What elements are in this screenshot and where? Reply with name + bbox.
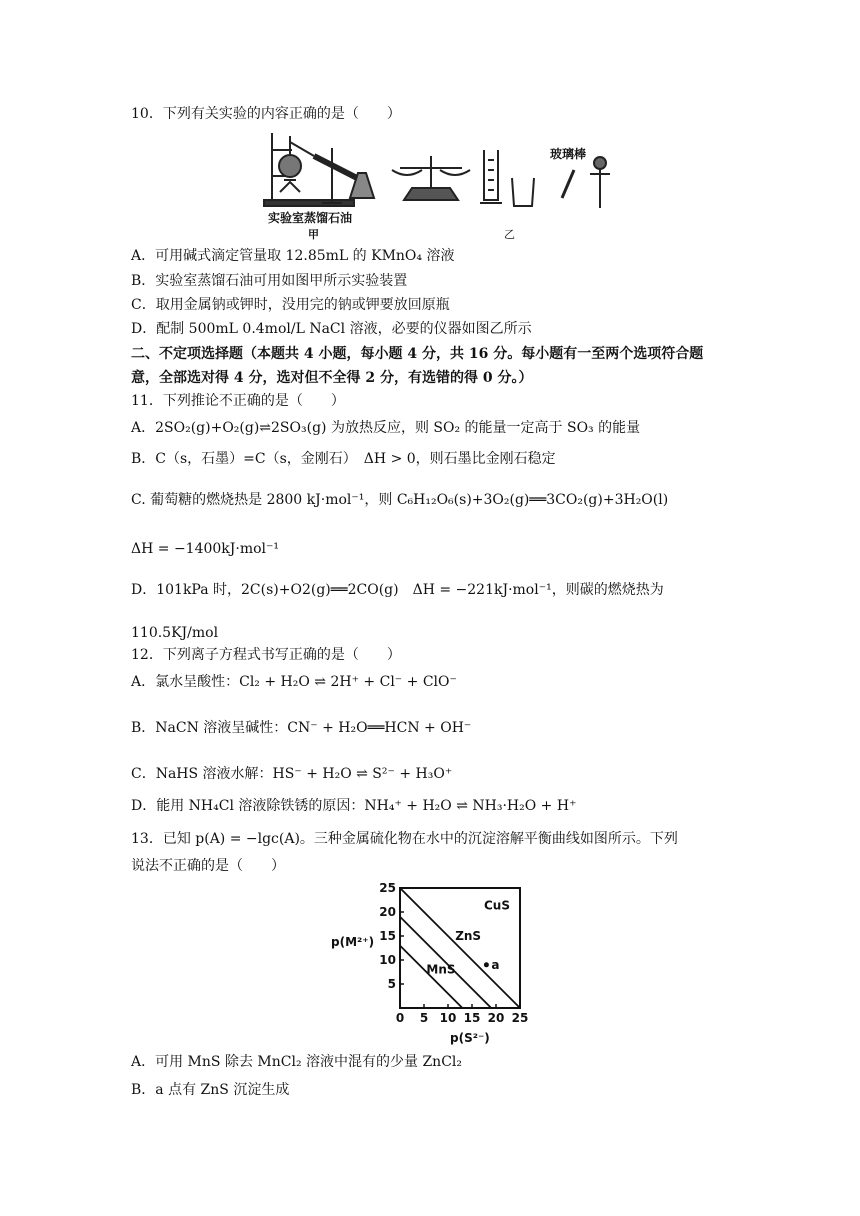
y-tick-label: 10 (379, 953, 396, 967)
q13-stem-line1: 13．已知 p(A) = −lgc(A)。三种金属硫化物在水中的沉淀溶解平衡曲线如图所示。下列 (131, 831, 678, 847)
point-a (484, 962, 489, 967)
figure-yi-label: 乙 (504, 228, 515, 240)
q10-apparatus-figure (262, 128, 612, 240)
q11-option-c-line2: ΔH = −1400kJ·mol⁻¹ (131, 541, 280, 557)
x-tick-label: 20 (487, 1011, 505, 1025)
graduated-cylinder-icon (480, 150, 502, 203)
q11-stem: 11．下列推论不正确的是（ ） (131, 393, 345, 409)
q11-option-b: B．C（s，石墨）=C（s，金刚石） ΔH > 0，则石墨比金刚石稳定 (131, 451, 556, 467)
x-tick-label: 0 (395, 1011, 405, 1025)
q12-option-a: A．氯水呈酸性：Cl₂ + H₂O ⇌ 2H⁺ + Cl⁻ + ClO⁻ (131, 674, 457, 690)
q10-stem: 10．下列有关实验的内容正确的是（ ） (131, 106, 401, 122)
y-tick-label: 20 (379, 905, 396, 919)
x-tick-label: 5 (419, 1011, 429, 1025)
q13-option-a: A．可用 MnS 除去 MnCl₂ 溶液中混有的少量 ZnCl₂ (131, 1054, 463, 1070)
balance-icon (392, 156, 470, 200)
y-tick-label: 5 (387, 977, 396, 991)
series-line-mns (400, 946, 462, 1008)
x-axis-label: p(S²⁻) (450, 1031, 490, 1045)
q12-option-b: B．NaCN 溶液呈碱性：CN⁻ + H₂O══HCN + OH⁻ (131, 720, 472, 736)
q11-option-a: A．2SO₂(g)+O₂(g)⇌2SO₃(g) 为放热反应，则 SO₂ 的能量一定高于 SO₃ 的能量 (131, 420, 641, 436)
point-label-a: a (491, 957, 500, 972)
y-tick-label: 25 (379, 881, 396, 895)
beaker-icon (512, 178, 534, 206)
x-tick-label: 15 (463, 1011, 481, 1025)
q11-option-d-line1: D．101kPa 时，2C(s)+O2(g)══2CO(g) ΔH = −221kJ·mol⁻¹，则碳的燃烧热为 (131, 582, 664, 598)
q10-option-d: D．配制 500mL 0.4mol/L NaCl 溶液，必要的仪器如图乙所示 (131, 321, 532, 337)
series-label-cus: CuS (484, 898, 510, 913)
q10-option-c: C．取用金属钠或钾时，没用完的钠或钾要放回原瓶 (131, 297, 450, 313)
series-label-zns: ZnS (455, 928, 482, 943)
figure-jia-caption: 实验室蒸馏石油 (268, 211, 353, 225)
distillation-apparatus-icon (264, 133, 374, 206)
q11-option-d-line2: 110.5KJ/mol (131, 625, 219, 641)
q10-option-b: B．实验室蒸馏石油可用如图甲所示实验装置 (131, 273, 408, 289)
q11-option-c-line1: C. 葡萄糖的燃烧热是 2800 kJ·mol⁻¹，则 C₆H₁₂O₆(s)+3O₂(g)══3CO₂(g)+3H₂O(l) (131, 492, 669, 508)
y-axis-label: p(M²⁺) (331, 935, 375, 949)
section2-heading-line2: 意，全部选对得 4 分，选对但不全得 2 分，有选错的得 0 分。） (131, 370, 533, 386)
figure-jia-label: 甲 (308, 228, 319, 240)
section2-heading-line1: 二、不定项选择题（本题共 4 小题，每小题 4 分，共 16 分。每小题有一至两个选项符合题 (131, 346, 704, 362)
glass-rod-icon (562, 170, 574, 198)
q12-stem: 12．下列离子方程式书写正确的是（ ） (131, 647, 401, 663)
x-tick-label: 10 (439, 1011, 457, 1025)
q13-stem-line2: 说法不正确的是（ ） (131, 858, 285, 874)
ksp-chart (325, 878, 545, 1048)
y-tick-label: 15 (379, 929, 396, 943)
q13-option-b: B．a 点有 ZnS 沉淀生成 (131, 1082, 290, 1098)
dropper-icon (590, 157, 610, 208)
q10-option-a: A．可用碱式滴定管量取 12.85mL 的 KMnO₄ 溶液 (131, 248, 455, 264)
series-label-mns: MnS (426, 962, 456, 977)
glass-rod-label: 玻璃棒 (550, 147, 587, 161)
q12-option-c: C．NaHS 溶液水解：HS⁻ + H₂O ⇌ S²⁻ + H₃O⁺ (131, 766, 453, 782)
q12-option-d: D．能用 NH₄Cl 溶液除铁锈的原因：NH₄⁺ + H₂O ⇌ NH₃·H₂O + H⁺ (131, 798, 577, 814)
x-tick-label: 25 (511, 1011, 529, 1025)
